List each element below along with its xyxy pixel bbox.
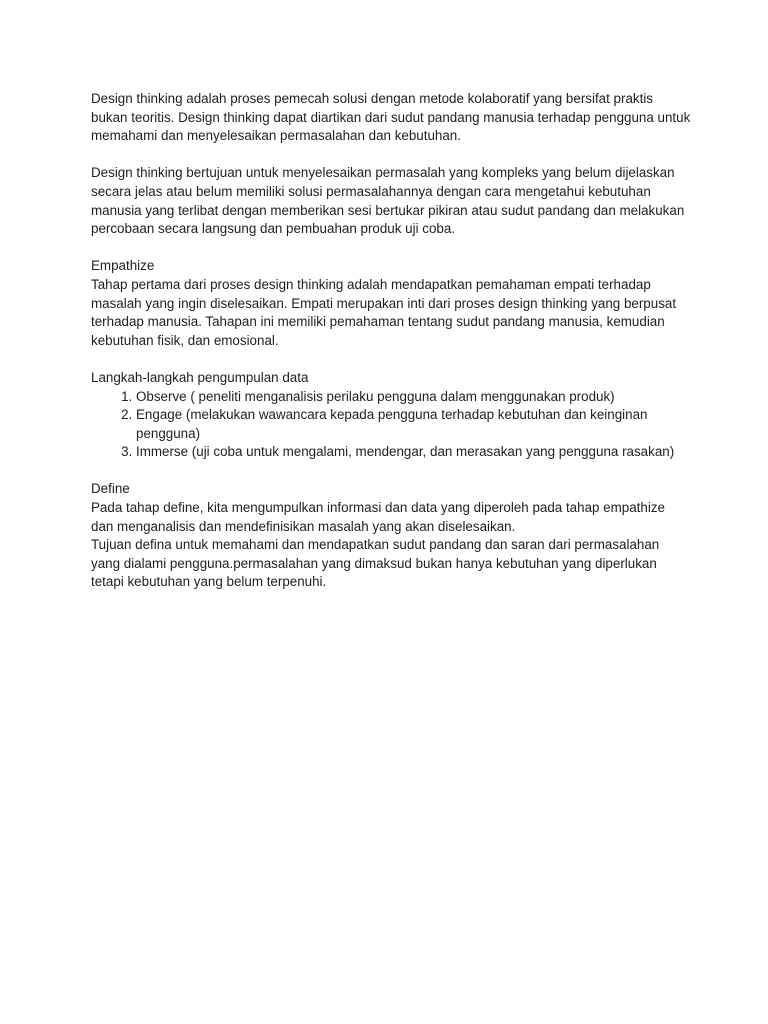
define-heading: Define <box>91 481 130 497</box>
document-body <box>91 90 691 592</box>
paragraph-spacer <box>91 146 691 165</box>
steps-heading: Langkah-langkah pengumpulan data <box>91 369 309 385</box>
paragraph-spacer <box>91 350 691 369</box>
intro-paragraph: Design thinking adalah proses pemecah solusi dengan metode kolaboratif yang bersifat praktis bukan teoritis. Design thinking dapat diartikan dari sudut pandang manusia terhadap pengguna untuk memahami dan menyelesaikan permasalahan dan kebutuhan. <box>91 91 691 144</box>
empathize-heading: Empathize <box>91 258 155 274</box>
steps-list <box>91 388 691 462</box>
list-item: 3. Immerse (uji coba untuk mengalami, mendengar, dan merasakan yang pengguna rasakan) <box>136 443 691 462</box>
purpose-paragraph: Design thinking bertujuan untuk menyelesaikan permasalah yang kompleks yang belum dijelaskan secara jelas atau belum memiliki solusi permasalahannya dengan cara mengetahui kebutuhan manusia yang terlibat dengan memberikan sesi bertukar pikiran atau sudut pandang dan melakukan percobaan secara langsung dan pembuahan produk uji coba. <box>91 165 685 237</box>
paragraph-spacer <box>91 239 691 258</box>
empathize-paragraph: Tahap pertama dari proses design thinking adalah mendapatkan pemahaman empati terhadap masalah yang ingin diselesaikan. Empati merupakan inti dari proses design thinking yang berpusat terhadap manusia. Tahapan ini memiliki pemahaman tentang sudut pandang manusia, kemudian kebutuhan fisik, dan emosional. <box>91 276 677 348</box>
define-paragraph: Pada tahap define, kita mengumpulkan informasi dan data yang diperoleh pada tahap empathize dan menganalisis dan mendefinisikan masalah yang akan diselesaikan. <box>91 500 665 534</box>
paragraph-spacer <box>91 462 691 481</box>
define-goal-paragraph: Tujuan defina untuk memahami dan mendapatkan sudut pandang dan saran dari permasalahan yang dialami pengguna.permasalahan yang dimaksud bukan hanya kebutuhan yang diperlukan tetapi kebutuhan yang belum terpenuhi. <box>91 537 660 590</box>
list-item: 1. Observe ( peneliti menganalisis perilaku pengguna dalam menggunakan produk) <box>136 388 691 407</box>
list-item: 2. Engage (melakukan wawancara kepada pengguna terhadap kebutuhan dan keinginan pengguna) <box>136 406 691 443</box>
